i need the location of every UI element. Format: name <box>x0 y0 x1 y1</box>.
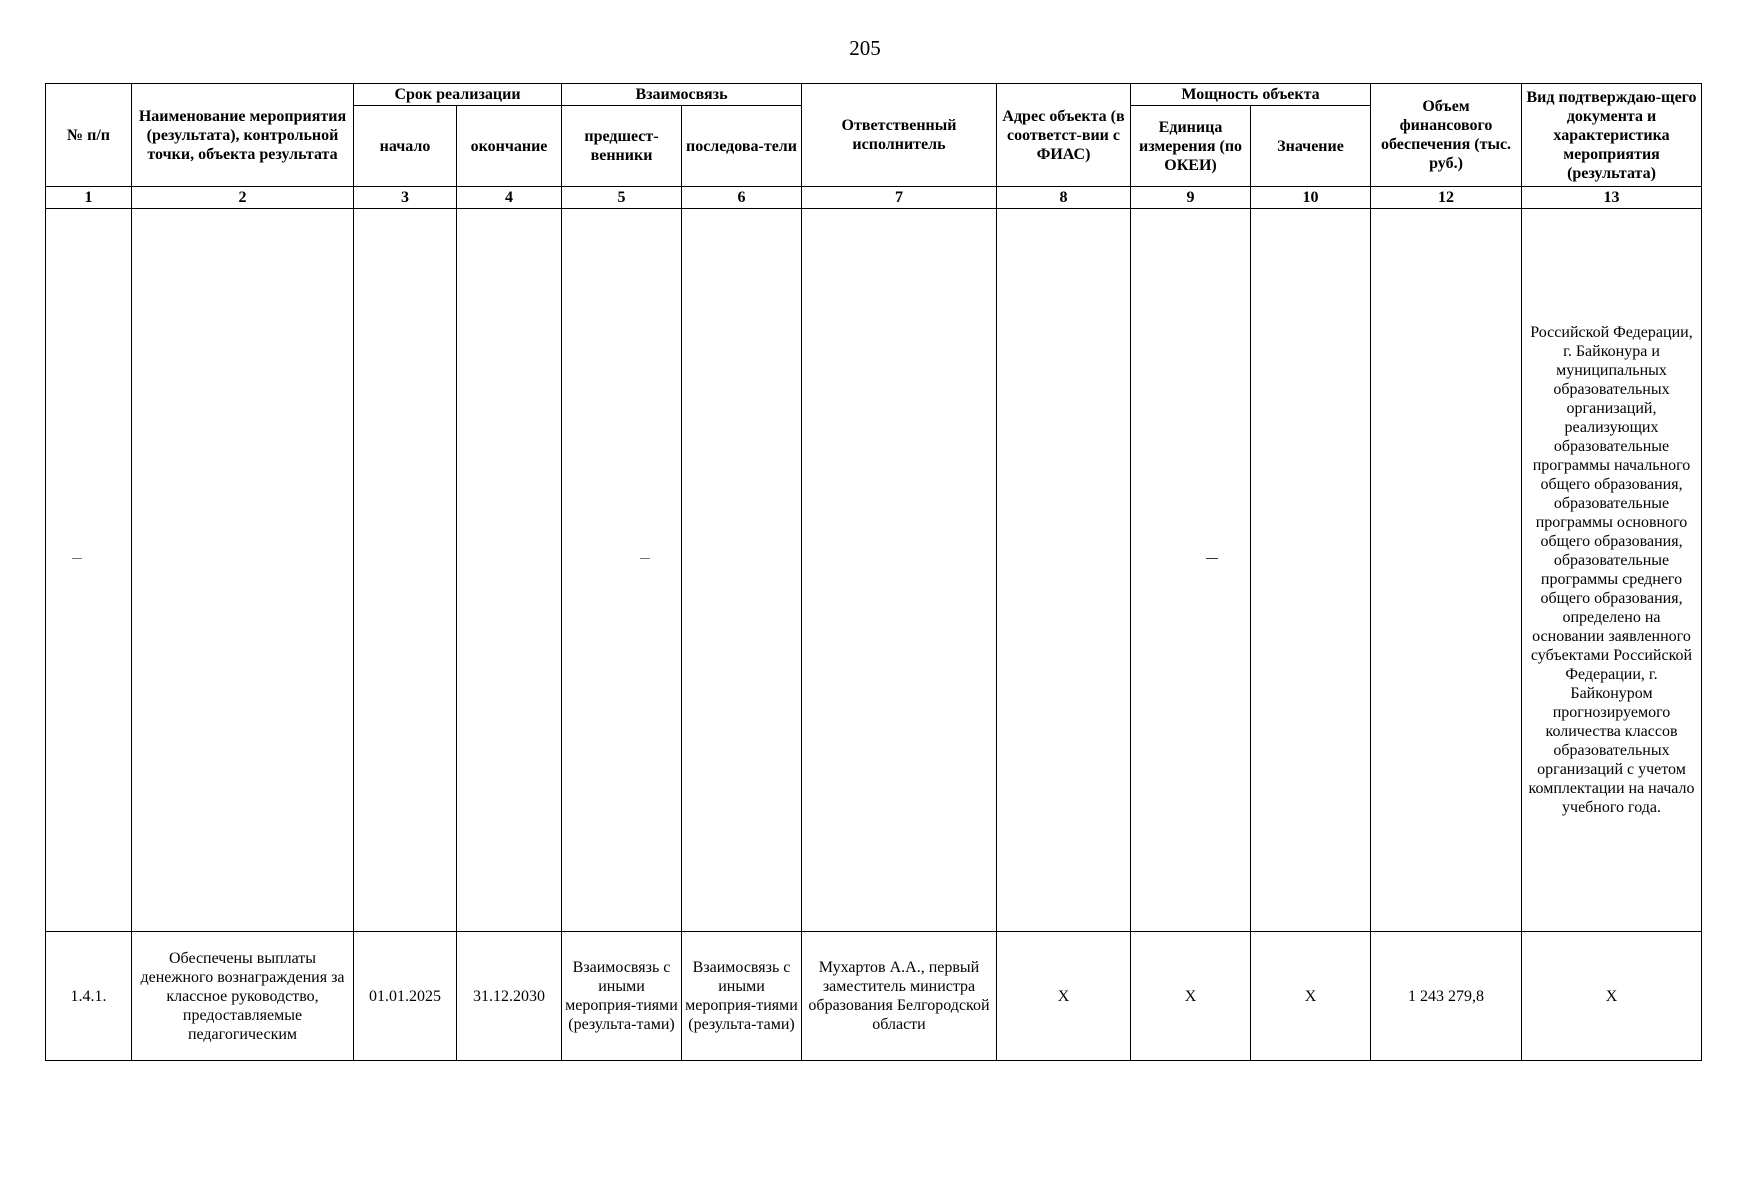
col-number: 3 <box>354 187 457 209</box>
row-name: Обеспечены выплаты денежного вознаграждения за классное руководство, предоставляемые педагогическим <box>132 932 354 1061</box>
col-number: 2 <box>132 187 354 209</box>
col-number: 13 <box>1522 187 1702 209</box>
col-number: 10 <box>1251 187 1371 209</box>
empty-cell <box>802 209 997 932</box>
col-number: 9 <box>1131 187 1251 209</box>
header-capacity: Мощность объекта <box>1131 84 1371 106</box>
dash-mark <box>72 558 82 559</box>
header-responsible: Ответственный исполнитель <box>802 84 997 187</box>
header-finance: Объем финансового обеспечения (тыс. руб.) <box>1371 84 1522 187</box>
row-num: 1.4.1. <box>46 932 132 1061</box>
header-unit: Единица измерения (по ОКЕИ) <box>1131 106 1251 187</box>
row-finance: 1 243 279,8 <box>1371 932 1522 1061</box>
header-relation: Взаимосвязь <box>562 84 802 106</box>
col-number: 8 <box>997 187 1131 209</box>
column-number-row <box>46 187 1702 209</box>
row-doc-type: X <box>1522 932 1702 1061</box>
empty-cell <box>1371 209 1522 932</box>
continuation-text: Российской Федерации, г. Байконура и муниципальных образовательных организаций, реализующих образовательные программы начального общего образования, образовательные программы основного общего образования, образовательные программы среднего общего образования, определено на основании заявленного субъектами Российской Федерации, г. Байконуром прогнозируемого количества классов образовательных организаций с учетом комплектации на начало учебного года. <box>1522 209 1702 932</box>
empty-cell <box>682 209 802 932</box>
empty-cell <box>562 209 682 932</box>
empty-cell <box>354 209 457 932</box>
empty-cell <box>46 209 132 932</box>
activities-table <box>45 83 1702 1061</box>
col-number: 7 <box>802 187 997 209</box>
header-end: окончание <box>457 106 562 187</box>
dash-mark <box>1206 558 1218 559</box>
header-row-1 <box>46 84 1702 106</box>
row-successors: Взаимосвязь с иными мероприя-тиями (результа-тами) <box>682 932 802 1061</box>
empty-cell <box>997 209 1131 932</box>
row-unit: X <box>1131 932 1251 1061</box>
continuation-row <box>46 209 1702 932</box>
empty-cell <box>1251 209 1371 932</box>
row-responsible: Мухартов А.А., первый заместитель министра образования Белгородской области <box>802 932 997 1061</box>
empty-cell <box>132 209 354 932</box>
header-term: Срок реализации <box>354 84 562 106</box>
col-number: 12 <box>1371 187 1522 209</box>
header-address: Адрес объекта (в соответст-вии с ФИАС) <box>997 84 1131 187</box>
col-number: 5 <box>562 187 682 209</box>
header-doc-type: Вид подтверждаю-щего документа и характеристика мероприятия (результата) <box>1522 84 1702 187</box>
row-start: 01.01.2025 <box>354 932 457 1061</box>
page-number: 205 <box>849 36 881 60</box>
col-number: 6 <box>682 187 802 209</box>
header-num: № п/п <box>46 84 132 187</box>
header-value: Значение <box>1251 106 1371 187</box>
row-predecessors: Взаимосвязь с иными мероприя-тиями (результа-тами) <box>562 932 682 1061</box>
col-number: 1 <box>46 187 132 209</box>
empty-cell <box>1131 209 1251 932</box>
table-row <box>46 932 1702 1061</box>
row-end: 31.12.2030 <box>457 932 562 1061</box>
header-name: Наименование мероприятия (результата), контрольной точки, объекта результата <box>132 84 354 187</box>
dash-mark <box>640 558 650 559</box>
row-address: X <box>997 932 1131 1061</box>
empty-cell <box>457 209 562 932</box>
row-value: X <box>1251 932 1371 1061</box>
header-start: начало <box>354 106 457 187</box>
header-predecessors: предшест-венники <box>562 106 682 187</box>
col-number: 4 <box>457 187 562 209</box>
header-successors: последова-тели <box>682 106 802 187</box>
